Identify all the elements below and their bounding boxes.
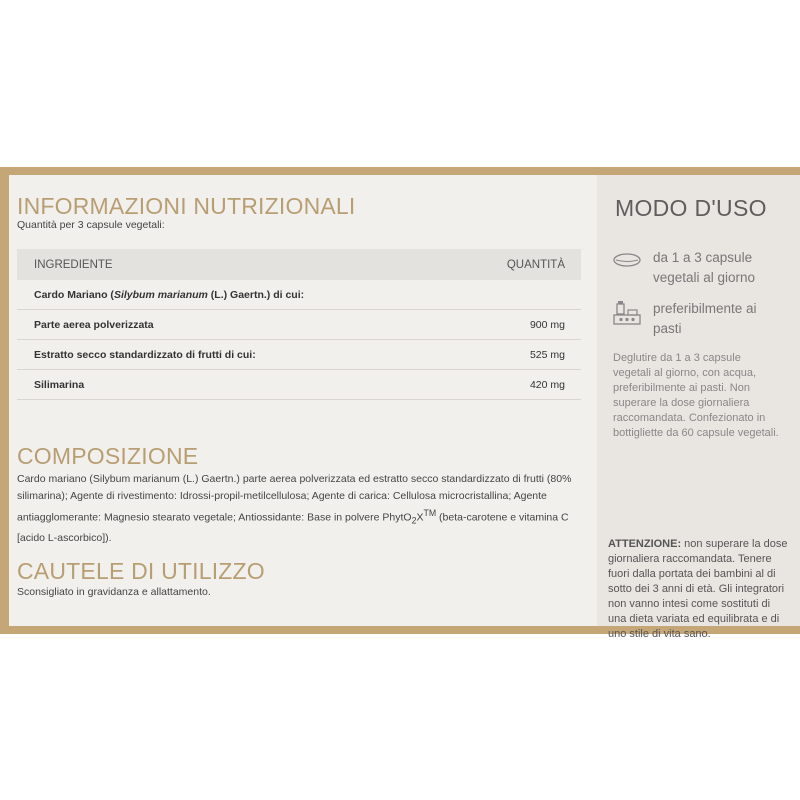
usage-item-meal: [612, 299, 783, 339]
ingredient-text: (L.) Gaertn.) di cui:: [207, 288, 305, 301]
usage-title: MODO D'USO: [615, 195, 767, 221]
table-row: [17, 280, 581, 310]
composition-body: Cardo mariano (Silybum marianum (L.) Gaertn.) parte aerea polverizzata ed estratto secco standardizzato di frutti (80% silimarina); Agente di rivestimento: Idrossi-propil-metilcellulosa; Agente di carica: Cellulosa microcristallina; Agente antiagglomerante: Magnesio stearato vegetale; Antiossidante: Base in polvere PhytO: [17, 473, 572, 524]
usage-panel: [597, 175, 800, 640]
cautions-text: Sconsigliato in gravidanza e allattamento.: [17, 586, 211, 598]
ingredient-text: Cardo Mariano (: [34, 288, 114, 301]
row-quantity: 420 mg: [529, 378, 565, 391]
header-ingredient: INGREDIENTE: [34, 258, 113, 271]
row-ingredient: [34, 289, 304, 301]
row-quantity: 525 mg: [529, 348, 565, 361]
nutrition-subtitle: Quantità per 3 capsule vegetali:: [17, 219, 165, 231]
row-ingredient: Parte aerea polverizzata: [34, 318, 154, 331]
trademark-sup: TM: [423, 508, 437, 518]
nutrition-title: INFORMAZIONI NUTRIZIONALI: [17, 193, 356, 219]
table-header: [17, 249, 581, 280]
table-row: [17, 370, 581, 400]
attention-note: [608, 537, 790, 642]
row-quantity: 900 mg: [529, 318, 565, 331]
composition-title: COMPOSIZIONE: [17, 443, 199, 469]
composition-x: X: [416, 511, 424, 524]
meal-icon: [612, 299, 642, 329]
attention-text: non superare la dose giornaliera raccomandata. Tenere fuori dalla portata dei bambini al di sotto dei 3 anni di età. Gli integratori non vanno intesi come sostituti di una dieta variata ed equilibrata e di uno stile di vita sano.: [608, 538, 788, 640]
table-row: [17, 310, 581, 340]
ingredient-latin-name: Silybum marianum: [113, 288, 208, 301]
attention-label: ATTENZIONE:: [608, 538, 682, 550]
table-row: [17, 340, 581, 370]
composition-subscript: 2: [411, 515, 417, 526]
row-ingredient: Silimarina: [34, 378, 85, 391]
usage-description: Deglutire da 1 a 3 capsule vegetali al giorno, con acqua, preferibilmente ai pasti. Non superare la dose giornaliera raccomandata. Confezionato in bottigliette da 60 capsule vegetali.: [613, 352, 779, 439]
nutrition-panel: [9, 175, 597, 626]
nutrition-table: [17, 249, 581, 400]
usage-item-dose: [612, 248, 783, 288]
product-info-frame: [0, 167, 800, 640]
row-ingredient: Estratto secco standardizzato di frutti di cui:: [34, 348, 256, 361]
header-quantity: QUANTITÀ: [506, 258, 565, 271]
product-info-panel: [9, 175, 800, 640]
cautions-title: CAUTELE DI UTILIZZO: [17, 558, 265, 584]
capsule-icon: [612, 248, 642, 278]
usage-item-text: da 1 a 3 capsule vegetali al giorno: [653, 250, 756, 285]
composition-text: [17, 471, 577, 547]
usage-item-text: preferibilmente ai pasti: [653, 301, 757, 336]
composition-body-end: (beta-carotene e vitamina C [acido L-ascorbico]).: [17, 511, 569, 544]
